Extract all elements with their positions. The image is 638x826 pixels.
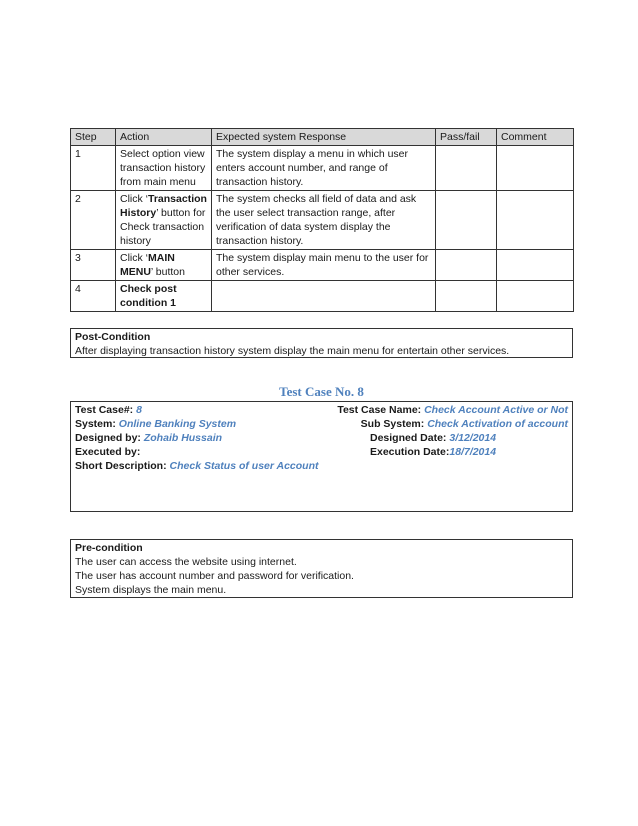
post-condition-text: After displaying transaction history system display the main menu for entertain other services. — [75, 345, 510, 357]
subsystem-value: Check Activation of account — [427, 418, 568, 430]
step-number: 4 — [71, 281, 116, 312]
step-action: Click ‘Transaction History’ button for Check transaction history — [116, 191, 212, 250]
table-header-row — [71, 129, 574, 146]
step-pass-fail — [436, 281, 497, 312]
designed-date-label: Designed Date: — [370, 432, 447, 444]
pre-condition-box — [70, 539, 573, 598]
execution-date-value: 18/7/2014 — [449, 446, 497, 458]
step-response: The system display a menu in which user enters account number, and range of transaction history. — [212, 146, 436, 191]
test-case-no: 8 — [136, 404, 142, 416]
step-comment — [497, 191, 574, 250]
designed-date-value: 3/12/2014 — [449, 432, 497, 444]
system-row — [75, 417, 568, 431]
step-response — [212, 281, 436, 312]
step-number: 3 — [71, 250, 116, 281]
table-row — [71, 250, 574, 281]
designed-by-label: Designed by: — [75, 432, 141, 444]
pre-condition-label: Pre-condition — [75, 542, 143, 554]
test-case-heading: Test Case No. 8 — [279, 384, 364, 399]
executed-row — [75, 445, 568, 459]
column-header-response: Expected system Response — [212, 129, 436, 146]
column-header-action: Action — [116, 129, 212, 146]
designed-row — [75, 431, 568, 445]
system-label: System: — [75, 418, 116, 430]
pre-condition-line: The user can access the website using internet. — [75, 556, 297, 568]
test-case-row — [75, 403, 568, 417]
test-case-no-label: Test Case#: — [75, 404, 134, 416]
column-header-pass-fail: Pass/fail — [436, 129, 497, 146]
pre-condition-line: System displays the main menu. — [75, 584, 227, 596]
test-steps-table — [70, 128, 574, 312]
system-value: Online Banking System — [118, 418, 237, 430]
test-case-name-label: Test Case Name: — [337, 404, 422, 416]
step-response: The system display main menu to the user for other services. — [212, 250, 436, 281]
step-response: The system checks all field of data and ask the user select transaction range, after verification of data system display the transaction history. — [212, 191, 436, 250]
column-header-step: Step — [71, 129, 116, 146]
step-action: Check post condition 1 — [116, 281, 212, 312]
step-comment — [497, 281, 574, 312]
step-number: 1 — [71, 146, 116, 191]
pre-condition-line: The user has account number and password for verification. — [75, 570, 354, 582]
test-case-name: Check Account Active or Not — [424, 404, 568, 416]
step-pass-fail — [436, 146, 497, 191]
short-description-value: Check Status of user Account — [169, 460, 319, 472]
short-description-label: Short Description: — [75, 460, 167, 472]
column-header-comment: Comment — [497, 129, 574, 146]
execution-date-label: Execution Date: — [370, 446, 450, 458]
post-condition-label: Post-Condition — [75, 331, 151, 343]
test-case-box — [70, 401, 573, 512]
table-row — [71, 146, 574, 191]
executed-by-label: Executed by: — [75, 446, 141, 458]
step-pass-fail — [436, 191, 497, 250]
step-comment — [497, 146, 574, 191]
table-row — [71, 281, 574, 312]
subsystem-label: Sub System: — [360, 418, 425, 430]
short-description-row — [75, 459, 568, 473]
post-condition-box — [70, 328, 573, 358]
step-pass-fail — [436, 250, 497, 281]
step-action: Click ‘MAIN MENU’ button — [116, 250, 212, 281]
step-comment — [497, 250, 574, 281]
designed-by-value: Zohaib Hussain — [143, 432, 223, 444]
step-number: 2 — [71, 191, 116, 250]
table-row — [71, 191, 574, 250]
step-action: Select option view transaction history from main menu — [116, 146, 212, 191]
